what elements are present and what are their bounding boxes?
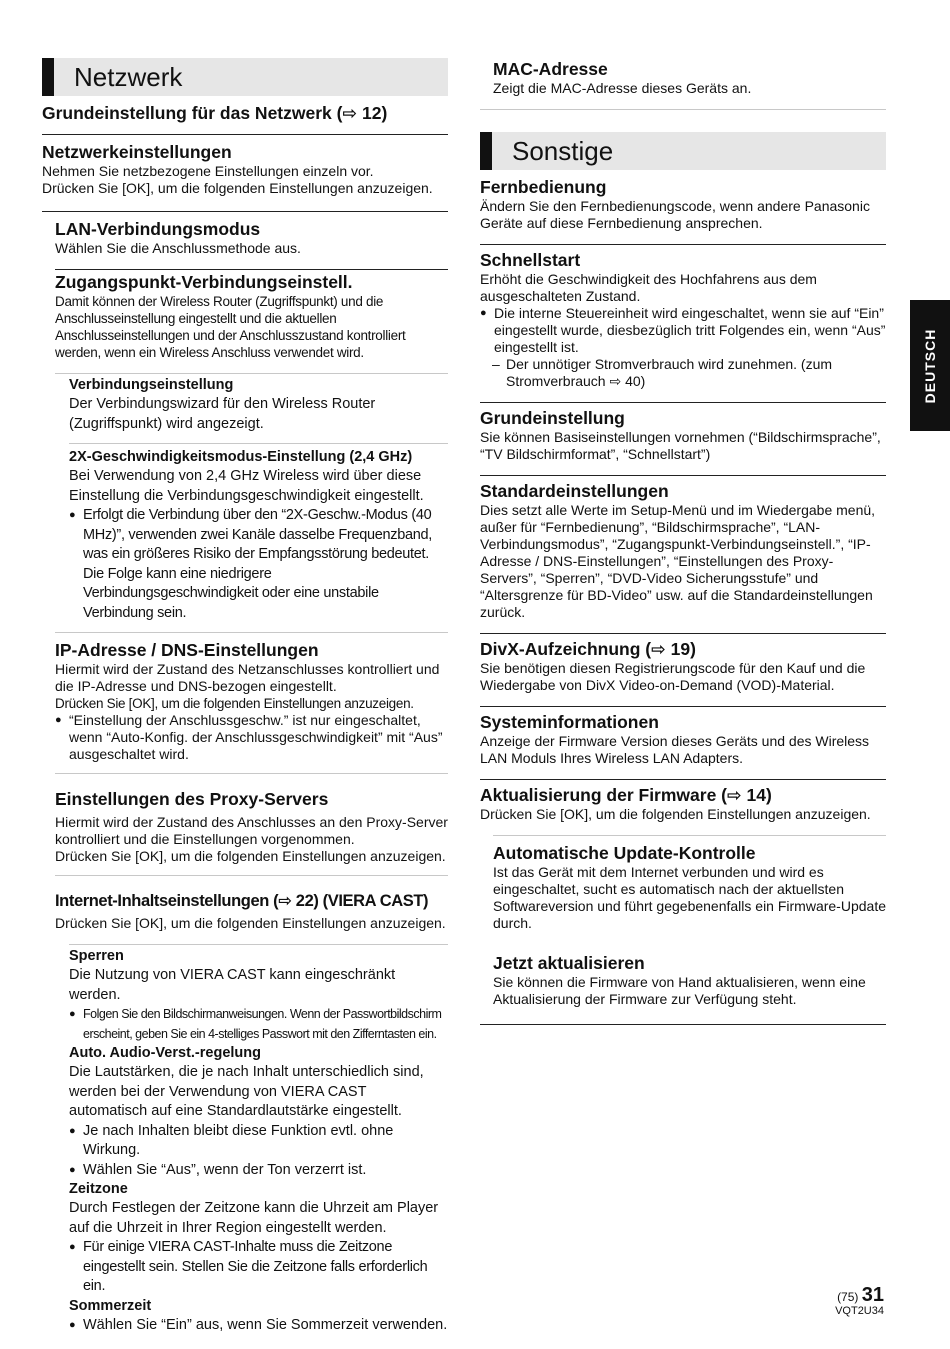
sommerzeit-bullet: ● Wählen Sie “Ein” aus, wenn Sie Sommerzeit verwenden.	[69, 1316, 448, 1336]
zeitzone-bullet: ● Für einige VIERA CAST-Inhalte muss die Zeitzone eingestellt sein. Stellen Sie die Zeitzone falls erforderlich ein.	[69, 1238, 448, 1297]
ip-dns-title: IP-Adresse / DNS-Einstellungen	[55, 640, 319, 660]
schnellstart-bullets	[480, 305, 886, 390]
section-sperren	[69, 944, 448, 1335]
proxy-text: Hiermit wird der Zustand des Anschlusses an den Proxy-Server kontrolliert und die Einstellungen vorgenommen.	[55, 814, 448, 847]
mac-text: Zeigt die MAC-Adresse dieses Geräts an.	[493, 80, 752, 96]
netzwerkeinstellungen-title: Netzwerkeinstellungen	[42, 142, 232, 162]
page-number-small: (75)	[837, 1290, 859, 1304]
page-number-main: 31	[861, 1284, 884, 1306]
section-2x-mode	[69, 443, 448, 623]
netzwerkeinstellungen-text2: Drücken Sie [OK], um die folgenden Einstellungen anzuzeigen.	[42, 180, 433, 196]
section-banner-sonstige: Sonstige	[480, 132, 886, 170]
audio-bullet-1: ● Je nach Inhalten bleibt diese Funktion evtl. ohne Wirkung.	[69, 1122, 448, 1161]
auto-update-title: Automatische Update-Kontrolle	[493, 843, 756, 863]
section-firmware	[480, 779, 886, 823]
mac-title: MAC-Adresse	[493, 59, 608, 79]
sperren-bullet: ● Folgen Sie den Bildschirmanweisungen. Wenn der Passwortbildschirm erscheint, geben Sie ein 4-stelliges Passwort mit den Zifferntasten ein.	[69, 1005, 448, 1044]
language-tab-label: DEUTSCH	[922, 328, 938, 403]
firmware-text: Drücken Sie [OK], um die folgenden Einstellungen anzuzeigen.	[480, 806, 871, 822]
internet-content-title: Internet-Inhaltseinstellungen (⇨ 22) (VIERA CAST)	[55, 892, 429, 910]
section-proxy	[55, 773, 448, 865]
proxy-title: Einstellungen des Proxy-Servers	[55, 789, 329, 809]
left-column	[42, 58, 448, 1349]
page-footer	[835, 1284, 884, 1317]
right-column-end-rule	[480, 1024, 886, 1025]
jetzt-aktualisieren-text: Sie können die Firmware von Hand aktualisieren, wenn eine Aktualisierung der Firmware zur Verfügung steht.	[493, 974, 866, 1007]
proxy-text2: Drücken Sie [OK], um die folgenden Einstellungen anzuzeigen.	[55, 848, 446, 864]
zugangspunkt-text: Damit können der Wireless Router (Zugriffspunkt) und die Anschlusseinstellung eingestellt und die aktuellen Anschlusseinstellungen und der Anschlusszustand kontrolliert werden, wenn ein Wireless Anschluss verwendet wird.	[55, 294, 406, 360]
section-netzwerkeinstellungen	[42, 135, 448, 197]
standardeinstellungen-title: Standardeinstellungen	[480, 481, 669, 501]
zeitzone-title: Zeitzone	[69, 1181, 128, 1197]
ip-dns-bullets	[55, 712, 448, 763]
2x-mode-bullet: ● Erfolgt die Verbindung über den “2X-Geschw.-Modus (40 MHz)”, verwenden zwei Kanäle dasselbe Frequenzband, was ein größeres Risiko der Empfangsstörung bedeutet. Die Folge kann eine niedrigere Verbindungsgeschwindigkeit oder eine unstabile Verbindung sein.	[69, 506, 448, 623]
divx-text: Sie benötigen diesen Registrierungscode für den Kauf und die Wiedergabe von DivX Video-on-Demand (VOD)-Material.	[480, 660, 866, 693]
schnellstart-dash: – Der unnötiger Stromverbrauch wird zunehmen. (zum Stromverbrauch ⇨ 40)	[480, 356, 886, 390]
language-tab	[910, 300, 950, 431]
audio-text: Die Lautstärken, die je nach Inhalt unterschiedlich sind, werden bei der Verwendung von VIERA CAST automatisch auf eine Standardlautstärke eingestellt.	[69, 1064, 424, 1119]
standardeinstellungen-text: Dies setzt alle Werte im Setup-Menü und im Wiedergabe menü, außer für “Fernbedienung”, “Bildschirmsprache”, “LAN-Verbindungsmodus”, “Zugangspunkt-Verbindungseinstell.”, “IP-Adresse / DNS-Einstellungen”, “Einstellungen des Proxy-Servers”, “Sperren”, “DVD-Video Sicherungsstufe” und “Altersgrenze für BD-Video” usw. auf die Standardeinstellungen zurück.	[480, 502, 876, 620]
section-fernbedienung	[480, 170, 886, 232]
section-banner-netzwerk: Netzwerk	[42, 58, 448, 96]
fernbedienung-title: Fernbedienung	[480, 177, 607, 197]
schnellstart-bullet: ● Die interne Steuereinheit wird eingeschaltet, wenn sie auf “Ein” eingestellt wurde, diesbezüglich tritt Folgendes ein, wenn “Aus” eingestellt ist.	[480, 305, 886, 356]
sperren-title: Sperren	[69, 948, 124, 964]
2x-mode-bullets	[69, 506, 448, 623]
ip-dns-text: Hiermit wird der Zustand des Netzanschlusses kontrolliert und die IP-Adresse und DNS-bezogen eingestellt.	[55, 661, 440, 694]
lan-mode-title: LAN-Verbindungsmodus	[55, 219, 261, 239]
section-internet-content	[55, 875, 448, 932]
netzwerkeinstellungen-text1: Nehmen Sie netzbezogene Einstellungen einzeln vor.	[42, 163, 374, 179]
sperren-text: Die Nutzung von VIERA CAST kann eingeschränkt werden.	[69, 967, 396, 1003]
ip-dns-bullet: ● “Einstellung der Anschlussgeschw.” ist nur eingeschaltet, wenn “Auto-Konfig. der Anschlussgeschwindigkeit” mit “Aus” ausgeschaltet wird.	[55, 712, 448, 763]
sperren-bullets	[69, 1005, 448, 1044]
section-standardeinstellungen	[480, 475, 886, 621]
sommerzeit-title: Sommerzeit	[69, 1297, 152, 1314]
section-jetzt-aktualisieren	[480, 952, 886, 1008]
schnellstart-title: Schnellstart	[480, 250, 581, 270]
firmware-title: Aktualisierung der Firmware (⇨ 14)	[480, 785, 772, 805]
2x-mode-title: 2X-Geschwindigkeitsmodus-Einstellung (2,4 GHz)	[69, 449, 413, 465]
section-auto-update	[493, 835, 886, 932]
section-grundeinstellung	[480, 402, 886, 463]
audio-title: Auto. Audio-Verst.-regelung	[69, 1045, 261, 1061]
verbindungseinstellung-text: Der Verbindungswizard für den Wireless Router (Zugriffspunkt) wird angezeigt.	[69, 396, 376, 432]
audio-bullets	[69, 1122, 448, 1181]
systeminformationen-title: Systeminformationen	[480, 712, 659, 732]
section-systeminformationen	[480, 706, 886, 767]
section-zugangspunkt	[55, 269, 448, 361]
zeitzone-text: Durch Festlegen der Zeitzone kann die Uhrzeit am Player auf die Uhrzeit in Ihrer Region eingestellt werden.	[69, 1200, 439, 1236]
verbindungseinstellung-title: Verbindungseinstellung	[69, 377, 234, 393]
section-schnellstart	[480, 244, 886, 390]
audio-bullet-2: ● Wählen Sie “Aus”, wenn der Ton verzerrt ist.	[69, 1161, 448, 1181]
grundeinstellung-title: Grundeinstellung	[480, 408, 625, 428]
network-basic-setting-title: Grundeinstellung für das Netzwerk (⇨ 12)	[42, 102, 448, 135]
section-divx	[480, 633, 886, 694]
section-ip-dns	[55, 632, 448, 763]
page-number	[835, 1284, 884, 1307]
section-verbindungseinstellung	[55, 373, 448, 434]
section-lan-mode	[42, 211, 448, 257]
divx-title: DivX-Aufzeichnung (⇨ 19)	[480, 639, 696, 659]
jetzt-aktualisieren-title: Jetzt aktualisieren	[493, 953, 645, 973]
ip-dns-text2: Drücken Sie [OK], um die folgenden Einstellungen anzuzeigen.	[55, 696, 414, 711]
lan-mode-text: Wählen Sie die Anschlussmethode aus.	[55, 240, 301, 256]
document-code: VQT2U34	[835, 1305, 884, 1317]
section-mac	[480, 58, 886, 109]
mac-end-rule	[480, 109, 886, 110]
2x-mode-text: Bei Verwendung von 2,4 GHz Wireless wird über diese Einstellung die Verbindungsgeschwindigkeit eingestellt.	[69, 468, 424, 504]
grundeinstellung-text: Sie können Basiseinstellungen vornehmen (“Bildschirmsprache”, “TV Bildschirmformat”, “Schnellstart”)	[480, 429, 881, 462]
sommerzeit-bullets	[69, 1316, 448, 1336]
zugangspunkt-title: Zugangspunkt-Verbindungseinstell.	[55, 272, 353, 292]
fernbedienung-text: Ändern Sie den Fernbedienungscode, wenn andere Panasonic Geräte auf diese Fernbedienung ansprechen.	[480, 198, 870, 231]
zeitzone-bullets	[69, 1238, 448, 1297]
internet-content-text: Drücken Sie [OK], um die folgenden Einstellungen anzuzeigen.	[55, 915, 446, 931]
auto-update-text: Ist das Gerät mit dem Internet verbunden und wird es eingeschaltet, sucht es automatisch nach der aktuellsten Softwareversion und führt gegebenenfalls ein Firmware-Update durch.	[493, 864, 886, 931]
schnellstart-text: Erhöht die Geschwindigkeit des Hochfahrens aus dem ausgeschalteten Zustand.	[480, 271, 817, 304]
right-column	[480, 58, 886, 1025]
systeminformationen-text: Anzeige der Firmware Version dieses Geräts und des Wireless LAN Moduls Ihres Wireless LAN Adapters.	[480, 733, 870, 766]
